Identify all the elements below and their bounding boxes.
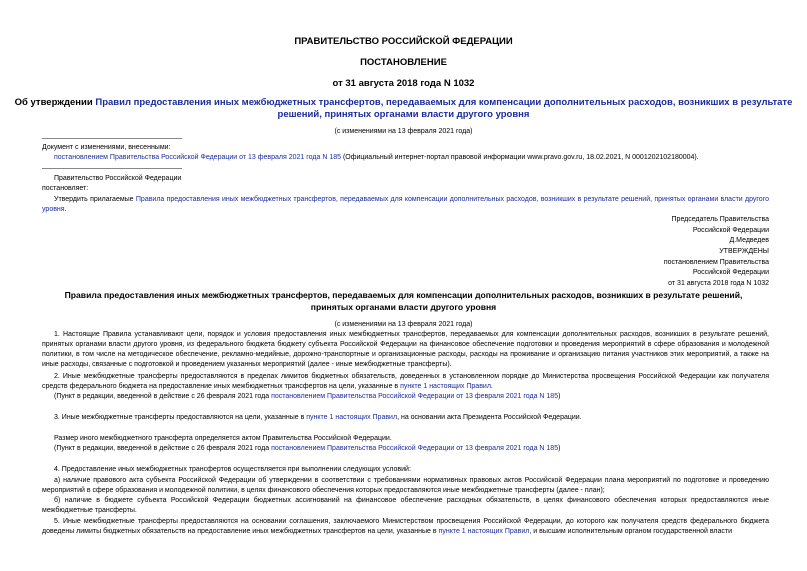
- rules-paragraph-3b: Размер иного межбюджетного трансферта определяется актом Правительства Российской Федерации.: [54, 435, 392, 442]
- paragraph-text: 5. Иные межбюджетные трансферты предоставляются на основании соглашения, заключаемого Министерством просвещения Российской Федерации, до которого как получателя средств федерального бюджета доведены лимиты бюджетных обязательств на предоставление иных межбюджетных трансфертов на цели, указанные в: [42, 518, 769, 535]
- document-type: ПОСТАНОВЛЕНИЕ: [360, 57, 447, 68]
- approval-line: от 31 августа 2018 года N 1032: [668, 279, 769, 287]
- edit-note-prefix: (Пункт в редакции, введенной в действие с 26 февраля 2021 года: [54, 393, 272, 400]
- title-link[interactable]: Правил предоставления иных межбюджетных трансфертов, передаваемых для компенсации дополнительных расходов, возникших в результате: [95, 97, 793, 108]
- signature-line: Российской Федерации: [692, 226, 769, 234]
- amendment-label: Документ с изменениями, внесенными:: [42, 144, 171, 151]
- paragraph-text: 3. Иные межбюджетные трансферты предоставляются на цели, указанные в: [54, 414, 307, 421]
- edit-note: [54, 392, 769, 402]
- approval-line: Российской Федерации: [692, 269, 769, 276]
- rules-paragraph-5: [42, 517, 769, 537]
- approval-line: УТВЕРЖДЕНЫ: [719, 248, 769, 255]
- edit-note-link[interactable]: постановлением Правительства Российской Федерации от 13 февраля 2021 года N 185: [271, 393, 559, 400]
- approve-paragraph: [42, 195, 769, 215]
- rules-title-line: принятых органами власти другого уровня: [310, 302, 497, 312]
- edit-note-suffix: ): [558, 393, 561, 400]
- title-prefix: Об утверждении: [14, 97, 96, 108]
- divider: [42, 138, 182, 139]
- decree-line: постановляет:: [42, 185, 89, 192]
- signature-name: Д.Медведев: [729, 237, 769, 244]
- rules-paragraph-4a: а) наличие правового акта субъекта Российской Федерации об утверждении в соответствии с требованиями нормативных правовых актов Российской Федерации плана мероприятий по подготовке и проведению мероприятий в сфере образования и молодежной политики, в целях финансового обеспечения которых предоставляются иные межбюджетные трансферты (далее - план);: [42, 477, 769, 494]
- approve-link[interactable]: Правила предоставления иных межбюджетных трансфертов, передаваемых для компенсации дополнительных расходов, возникших в результате решений, принятых органами власти другого уровня: [42, 196, 769, 213]
- edit-note-link[interactable]: постановлением Правительства Российской Федерации от 13 февраля 2021 года N 185: [271, 445, 559, 452]
- title-link-continued[interactable]: решений, принятых органами власти другого уровня: [277, 109, 530, 120]
- rules-paragraph-4: 4. Предоставление иных межбюджетных трансфертов осуществляется при выполнении следующих условий:: [54, 466, 411, 473]
- rule-point-1-link[interactable]: пункте 1 настоящих Правил: [400, 383, 491, 390]
- rules-changes-note: (с изменениями на 13 февраля 2021 года): [334, 321, 473, 328]
- government-heading: ПРАВИТЕЛЬСТВО РОССИЙСКОЙ ФЕДЕРАЦИИ: [294, 36, 513, 47]
- approve-prefix: Утвердить прилагаемые: [54, 196, 136, 203]
- paragraph-end: .: [490, 383, 493, 390]
- rule-point-1-link[interactable]: пункте 1 настоящих Правил: [306, 414, 398, 421]
- edit-note: [54, 444, 769, 454]
- rule-point-1-link[interactable]: пункте 1 настоящих Правил: [438, 528, 530, 535]
- document-title: [0, 97, 807, 121]
- edit-note-prefix: (Пункт в редакции, введенной в действие с 26 февраля 2021 года: [54, 445, 272, 452]
- amendment-rest: (Официальный интернет-портал правовой информации www.pravo.gov.ru, 18.02.2021, N 0001202102180004).: [341, 154, 699, 161]
- signature-block: [672, 215, 769, 247]
- paragraph-text: 2. Иные межбюджетные трансферты предоставляются в пределах лимитов бюджетных обязательств, доведенных в установленном порядке до Министерства просвещения Российской Федерации как получателя средств федерального бюджета на предоставление иных межбюджетных трансфертов на цели, указанные в: [42, 373, 769, 390]
- signature-line: Председатель Правительства: [671, 216, 769, 223]
- divider: [42, 168, 182, 169]
- amendment-block: [42, 143, 769, 163]
- rules-paragraph-2: [42, 372, 769, 392]
- amendment-line: [42, 153, 769, 163]
- approval-line: постановлением Правительства: [663, 258, 769, 266]
- rules-title: [0, 289, 807, 313]
- government-line: Правительство Российской Федерации: [54, 175, 182, 182]
- rules-paragraph-1: 1. Настоящие Правила устанавливают цели, порядок и условия предоставления иных межбюджетных трансфертов, передаваемых для компенсации дополнительных расходов, возникших в результате решений, принятых органами власти другого уровня, из федерального бюджета бюджету субъекта Российской Федерации на финансовое обеспечение подготовки и проведения мероприятий в сфере образования и молодежной политики, в том числе на методическое обеспечение, рекламно-медийные, дорожно-транспортные и организационные расходы, расходы на проживание и организацию питания участников этих мероприятий, а также на иные расходы, связанные с подготовкой и проведением указанных мероприятий (далее - иные межбюджетные трансферты).: [42, 331, 769, 368]
- edit-note-suffix: ): [558, 445, 561, 452]
- amendment-link[interactable]: постановлением Правительства Российской Федерации от 13 февраля 2021 года N 185: [54, 154, 341, 161]
- approval-block: [664, 247, 769, 289]
- rules-title-line: Правила предоставления иных межбюджетных трансфертов, передаваемых для компенсации дополнительных расходов, возникших в результате решений,: [64, 290, 743, 300]
- rules-paragraph-3: [54, 413, 769, 423]
- document-date-number: от 31 августа 2018 года N 1032: [332, 78, 475, 89]
- paragraph-end: , и высшим исполнительным органом государственной власти: [529, 528, 733, 535]
- rules-paragraph-4b: б) наличие в бюджете субъекта Российской Федерации бюджетных ассигнований на финансовое обеспечение расходных обязательств, в целях финансового обеспечения которых предоставляются иные межбюджетные трансферты.: [42, 497, 769, 514]
- changes-note: (с изменениями на 13 февраля 2021 года): [334, 128, 473, 135]
- paragraph-end: , на основании акта Президента Российской Федерации.: [397, 414, 582, 421]
- approve-suffix: .: [64, 206, 67, 213]
